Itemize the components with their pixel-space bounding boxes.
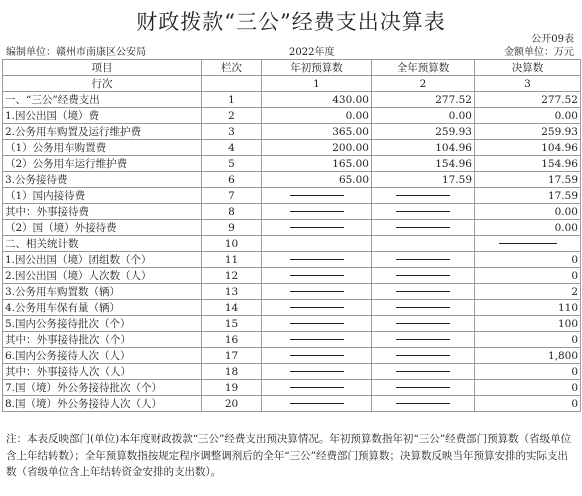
row-number: 8 [202,204,262,220]
table-row [3,188,581,204]
dash-mark [290,211,344,212]
table-row [3,380,581,396]
row-label: 其中：外事接待人次（人） [3,364,202,380]
dash-mark [290,259,344,260]
dash-mark [396,227,450,228]
budget-initial-cell [262,348,372,364]
final-cell: 0.00 [475,204,581,220]
dash-mark [290,403,344,404]
table-row [3,140,581,156]
dash-mark [396,355,450,356]
row-label: （1）公务用车购置费 [3,140,202,156]
row-label: 1.因公出国（境）团组数（个） [3,252,202,268]
page-title: 财政拨款“三公”经费支出决算表 [136,10,446,34]
budget-full-cell: 259.93 [372,124,475,140]
row-number: 4 [202,140,262,156]
budget-initial-cell [262,284,372,300]
budget-full-cell: 104.96 [372,140,475,156]
budget-full-cell [372,364,475,380]
budget-initial-cell [262,380,372,396]
budget-full-cell [372,204,475,220]
col-index-3: 3 [475,76,581,92]
budget-full-cell [372,332,475,348]
final-cell: 0.00 [475,108,581,124]
final-cell: 0 [475,396,581,412]
budget-full-cell [372,396,475,412]
dash-mark [290,387,344,388]
dash-mark [499,243,557,244]
budget-full-cell: 17.59 [372,172,475,188]
final-cell: 17.59 [475,172,581,188]
row-label: 8.国（境）外公务接待人次（人） [3,396,202,412]
table-row [3,236,581,252]
table-row [3,316,581,332]
dash-mark [290,323,344,324]
table-row [3,108,581,124]
row-label: 2.因公出国（境）人次数（人） [3,268,202,284]
budget-initial-cell [262,300,372,316]
budget-initial-cell [262,332,372,348]
table-row [3,124,581,140]
dash-mark [396,323,450,324]
table-row [3,252,581,268]
row-label: 2.公务用车购置及运行维护费 [3,124,202,140]
row-label: 4.公务用车保有量（辆） [3,300,202,316]
dash-mark [290,275,344,276]
final-cell: 0.00 [475,220,581,236]
budget-initial-cell: 430.00 [262,92,372,108]
budget-initial-cell [262,236,372,252]
table-row [3,396,581,412]
budget-initial-cell [262,204,372,220]
final-cell: 110 [475,300,581,316]
budget-initial-cell [262,364,372,380]
final-cell: 154.96 [475,156,581,172]
budget-full-cell [372,252,475,268]
table-row [3,364,581,380]
row-label: 其中：外事接待费 [3,204,202,220]
dash-mark [396,307,450,308]
dash-mark [396,371,450,372]
footnote: 注：本表反映部门(单位)本年度财政拨款“三公”经费支出预决算情况。年初预算数指年初“三公”经费部门预算数（省级单位含上年结转数）；全年预算数指按规定程序调整调剂后的全年“三公”经费部门预算数；决算数反映当年预算安排的实际支出数（省级单位含上年结转资金安排的支出数）。 [6,433,572,478]
budget-full-cell [372,284,475,300]
final-cell [475,236,581,252]
col-index-1: 1 [262,76,372,92]
final-cell: 17.59 [475,188,581,204]
row-number: 5 [202,156,262,172]
row-label: 5.国内公务接待批次（个） [3,316,202,332]
table-row [3,300,581,316]
table-row [3,220,581,236]
table-row [3,92,581,108]
final-cell: 1,800 [475,348,581,364]
meta-line [6,43,574,57]
dash-mark [396,291,450,292]
row-number: 15 [202,316,262,332]
row-label: 1.因公出国（境）费 [3,108,202,124]
budget-initial-cell [262,220,372,236]
budget-initial-cell: 65.00 [262,172,372,188]
row-number: 6 [202,172,262,188]
dash-mark [396,195,450,196]
col-index-2: 2 [372,76,475,92]
row-label: （2）公务用车运行维护费 [3,156,202,172]
budget-initial-cell [262,316,372,332]
table-row [3,156,581,172]
budget-initial-cell [262,268,372,284]
budget-full-cell: 0.00 [372,108,475,124]
row-number: 10 [202,236,262,252]
dash-mark [396,211,450,212]
expense-table [2,59,581,412]
row-number: 16 [202,332,262,348]
final-cell: 2 [475,284,581,300]
final-cell: 100 [475,316,581,332]
row-number: 11 [202,252,262,268]
table-row [3,172,581,188]
fiscal-year: 2022年度 [289,47,335,58]
row-label: 7.国（境）外公务接待批次（个） [3,380,202,396]
row-number: 3 [202,124,262,140]
header-final: 决算数 [475,60,581,76]
budget-initial-cell [262,252,372,268]
row-number: 20 [202,396,262,412]
dash-mark [290,371,344,372]
row-label: 一、“三公”经费支出 [3,92,202,108]
final-cell: 0 [475,332,581,348]
budget-full-cell [372,188,475,204]
final-cell: 104.96 [475,140,581,156]
row-number: 7 [202,188,262,204]
budget-full-cell [372,268,475,284]
row-number: 2 [202,108,262,124]
row-number: 1 [202,92,262,108]
final-cell: 0 [475,380,581,396]
row-number: 12 [202,268,262,284]
budget-initial-cell [262,396,372,412]
row-label: 3.公务接待费 [3,172,202,188]
budget-full-cell: 154.96 [372,156,475,172]
dash-mark [396,275,450,276]
row-label: （1）国内接待费 [3,188,202,204]
budget-initial-cell: 365.00 [262,124,372,140]
budget-initial-cell: 165.00 [262,156,372,172]
budget-initial-cell [262,188,372,204]
dash-mark [396,387,450,388]
table-row [3,348,581,364]
row-label: 其中：外事接待批次（个） [3,332,202,348]
budget-initial-cell: 200.00 [262,140,372,156]
budget-full-cell [372,348,475,364]
money-unit: 金额单位：万元 [504,47,574,58]
final-cell: 259.93 [475,124,581,140]
header-item: 项目 [3,60,202,76]
dash-mark [396,339,450,340]
budget-full-cell [372,300,475,316]
row-label: （2）国（境）外接待费 [3,220,202,236]
row-number: 17 [202,348,262,364]
dash-mark [290,227,344,228]
compiling-unit: 编制单位：赣州市南康区公安局 [6,47,146,58]
final-cell: 0 [475,268,581,284]
budget-full-cell [372,316,475,332]
header-row [3,60,581,76]
final-cell: 0 [475,364,581,380]
row-number: 9 [202,220,262,236]
budget-full-cell: 277.52 [372,92,475,108]
budget-full-cell [372,236,475,252]
row-label: 6.国内公务接待人次（人） [3,348,202,364]
dash-mark [396,403,450,404]
header-row-2 [3,76,581,92]
table-row [3,204,581,220]
dash-mark [290,307,344,308]
row-number: 14 [202,300,262,316]
final-cell: 277.52 [475,92,581,108]
budget-full-cell [372,380,475,396]
row-number: 18 [202,364,262,380]
row-number: 19 [202,380,262,396]
header-col-no: 栏次 [202,60,262,76]
row-label: 二、相关统计数 [3,236,202,252]
dash-mark [290,355,344,356]
row-label: 3.公务用车购置数（辆） [3,284,202,300]
dash-mark [290,195,344,196]
dash-mark [290,339,344,340]
form-number: 公开09表 [531,34,574,45]
row-index-label: 行次 [3,76,202,92]
header-budget-full: 全年预算数 [372,60,475,76]
budget-full-cell [372,220,475,236]
table-row [3,284,581,300]
final-cell: 0 [475,252,581,268]
dash-mark [290,291,344,292]
table-row [3,332,581,348]
budget-initial-cell: 0.00 [262,108,372,124]
table-row [3,268,581,284]
dash-mark [396,259,450,260]
header-budget-initial: 年初预算数 [262,60,372,76]
row-number: 13 [202,284,262,300]
